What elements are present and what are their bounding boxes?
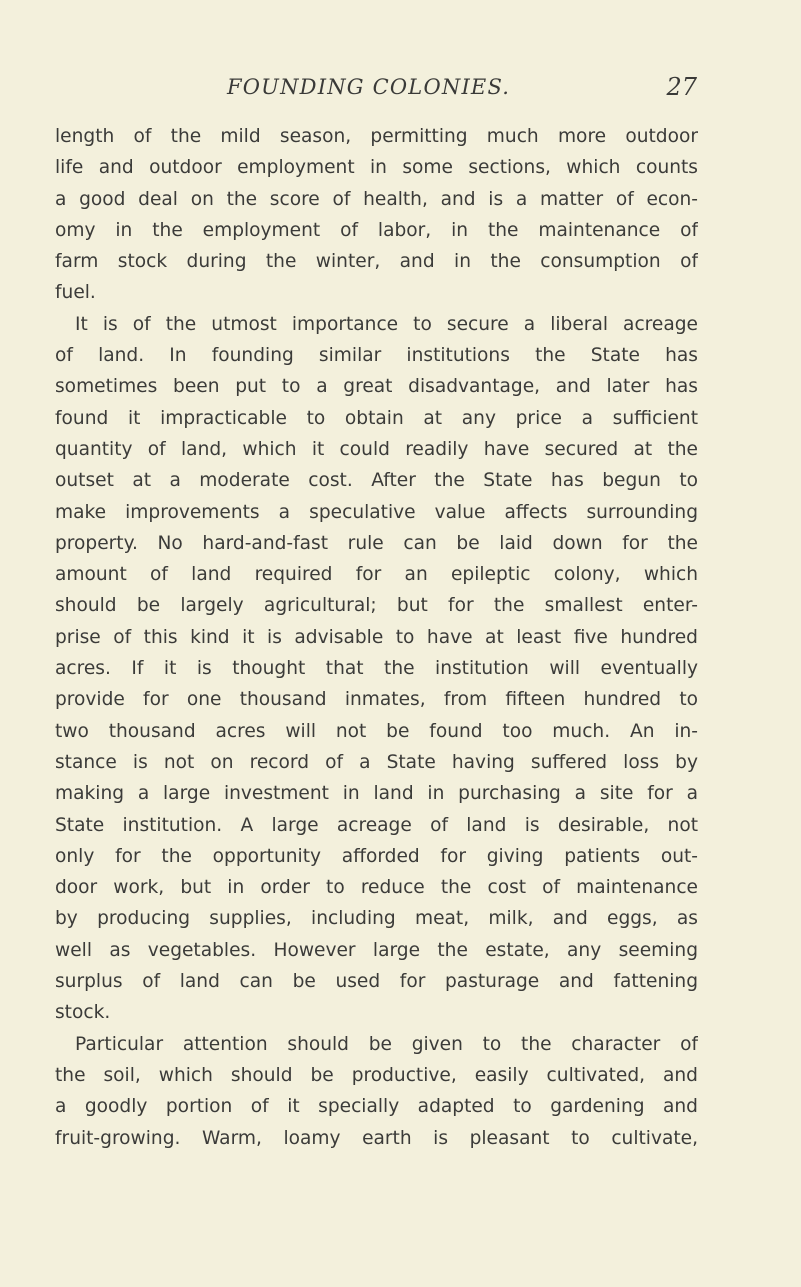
text-line: making a large investment in land in purchasing a site for a <box>55 783 698 805</box>
text-line: It is of the utmost importance to secure a liberal acreage <box>75 313 698 335</box>
text-line: stance is not on record of a State having suffered loss by <box>55 751 698 773</box>
text-line: life and outdoor employment in some sections, which counts <box>55 157 698 179</box>
text-line: surplus of land can be used for pasturage and fattening <box>55 971 698 993</box>
text-line: Particular attention should be given to the character of <box>75 1033 698 1055</box>
text-line: amount of land required for an epileptic colony, which <box>55 564 698 586</box>
paragraph-acreage <box>55 309 698 1029</box>
text-line: omy in the employment of labor, in the maintenance of <box>55 219 698 241</box>
text-line: stock. <box>55 1002 111 1024</box>
text-line: farm stock during the winter, and in the consumption of <box>55 251 698 273</box>
text-line: should be largely agricultural; but for the smallest enter- <box>55 595 698 617</box>
running-title: FOUNDING COLONIES. <box>227 75 511 99</box>
text-line: make improvements a speculative value affects surrounding <box>55 501 698 523</box>
text-line: provide for one thousand inmates, from fifteen hundred to <box>55 689 698 711</box>
text-line: property. No hard-and-fast rule can be laid down for the <box>55 532 698 554</box>
text-line: by producing supplies, including meat, milk, and eggs, as <box>55 908 698 930</box>
text-line: a goodly portion of it specially adapted to gardening and <box>55 1096 698 1118</box>
text-line: well as vegetables. However large the estate, any seeming <box>55 939 698 961</box>
body-text <box>55 121 698 1154</box>
running-head <box>227 73 697 109</box>
paragraph-soil <box>55 1029 698 1154</box>
text-line: fruit-growing. Warm, loamy earth is pleasant to cultivate, <box>55 1127 698 1149</box>
text-line: quantity of land, which it could readily have secured at the <box>55 438 698 460</box>
text-line: outset at a moderate cost. After the State has begun to <box>55 470 698 492</box>
text-line: found it impracticable to obtain at any price a sufficient <box>55 407 698 429</box>
text-line: sometimes been put to a great disadvantage, and later has <box>55 376 698 398</box>
text-line: door work, but in order to reduce the cost of maintenance <box>55 877 698 899</box>
text-line: two thousand acres will not be found too much. An in- <box>55 720 698 742</box>
text-line: State institution. A large acreage of land is desirable, not <box>55 814 698 836</box>
page-number: 27 <box>666 73 697 101</box>
text-line: prise of this kind it is advisable to have at least five hundred <box>55 626 698 648</box>
text-line: acres. If it is thought that the institution will eventually <box>55 658 698 680</box>
paragraph-continuation <box>55 121 698 309</box>
text-line: fuel. <box>55 282 96 304</box>
text-line: of land. In founding similar institutions the State has <box>55 345 698 367</box>
text-line: the soil, which should be productive, easily cultivated, and <box>55 1064 698 1086</box>
text-line: a good deal on the score of health, and is a matter of econ- <box>55 188 698 210</box>
text-line: only for the opportunity afforded for giving patients out- <box>55 845 698 867</box>
text-line: length of the mild season, permitting much more outdoor <box>55 126 698 147</box>
